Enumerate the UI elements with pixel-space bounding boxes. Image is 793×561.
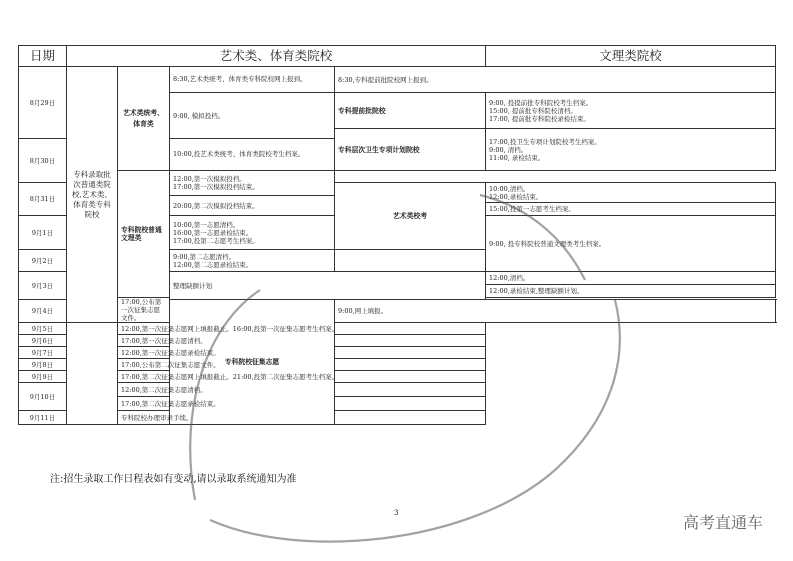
group-arts-sports: 艺术类统考、体育类 [118, 67, 170, 171]
solicit-cell: 17:00,第二次征集志愿录检结束。 [118, 397, 486, 411]
group-sci-health: 专科层次卫生专项计划院校 [335, 129, 486, 171]
schedule-cell: 9:00, 投专科院校普通文理类考生档案。 [486, 216, 776, 272]
solicit-cell: 12:00,第一次征集志愿网上填报截止。16:00,投第一次征集志愿考生档案。 [118, 323, 486, 335]
schedule-cell: 15:00,投第一志愿考生档案。 [486, 203, 776, 216]
group-arts-school: 艺术类校考 [335, 183, 486, 250]
date-cell: 9月5日 [19, 323, 67, 335]
date-cell: 9月11日 [19, 411, 67, 425]
solicit-cell: 12:00,第二次征集志愿清档。 [118, 383, 486, 397]
schedule-cell: 8:30,艺术类统考、体育类专科院校网上报到。 [170, 67, 335, 93]
date-cell: 9月1日 [19, 216, 67, 250]
schedule-cell: 12:00,清档。 [486, 272, 776, 285]
header-science: 文理类院校 [486, 46, 776, 67]
category-cell: 专科录取批次普通类院校,艺术类、体育类专科院校 [67, 67, 118, 323]
date-cell: 9月2日 [19, 250, 67, 272]
schedule-table [18, 45, 776, 425]
footnote: 注:招生录取工作日程表如有变动,请以录取系统通知为准 [50, 474, 297, 485]
schedule-cell: 20:00,第二次模拟投档结束。 [170, 196, 335, 216]
schedule-cell: 9:00, 投提前批专科院校考生档案。 15:00, 提前批专科院校清档。 17:00, 提前批专科院校录检结束。 [486, 93, 776, 129]
group-sci-general: 专科院校普通文理类 [118, 171, 170, 298]
date-cell: 8月30日 [19, 139, 67, 183]
schedule-cell: 12:00,录检结束,整理缺额计划。 [486, 285, 776, 298]
solicit-cell: 17:00,公布第二次征集志愿文件。 [118, 359, 486, 371]
group-sci-early: 专科提前批院校 [335, 93, 486, 129]
date-cell: 9月4日 [19, 300, 67, 323]
schedule-cell: 10:00,清档。 12:00,录检结束。 [486, 183, 776, 203]
solicit-cell: 17:00,第二次征集志愿网上填报截止。21:00,投第二次征集志愿考生档案。 [118, 371, 486, 383]
date-cell: 8月31日 [19, 183, 67, 216]
date-cell: 9月10日 [19, 383, 67, 411]
solicit-cell: 12:00,第一次征集志愿录检结束。 [118, 347, 486, 359]
solicit-cell: 9:00,网上填报。 [335, 300, 776, 323]
schedule-cell: 17:00,公布第一次征集志愿文件。 [118, 298, 170, 323]
date-cell: 8月29日 [19, 67, 67, 139]
schedule-cell: 17:00,投卫生专项计划院校考生档案。 9:00, 清档。 11:00, 录检结束。 [486, 129, 776, 171]
brand-label: 高考直通车 [682, 513, 763, 532]
solicit-cell: 专科院校办理审录手续。 [118, 411, 486, 425]
page-number: 3 [394, 509, 399, 517]
schedule-cell: 12:00,第一次模拟投档。 17:00,第一次模拟投档结束。 [170, 171, 335, 196]
date-cell: 9月8日 [19, 359, 67, 371]
schedule-cell: 8:30,专科提前批院校网上报到。 [335, 67, 776, 93]
schedule-cell: 10:00,第一志愿清档。 16:00,第一志愿录检结束。 17:00,投第二志愿考生档案。 [170, 216, 335, 250]
solicit-cell: 17:00,第一次征集志愿清档。 [118, 335, 486, 347]
schedule-cell: 10:00,投艺术类统考、体育类院校考生档案。 [170, 139, 335, 171]
date-cell: 9月9日 [19, 371, 67, 383]
header-arts: 艺术类、体育类院校 [67, 46, 486, 67]
group-solicit: 专科院校征集志愿 [170, 300, 335, 425]
date-cell: 9月6日 [19, 335, 67, 347]
category-continuation [67, 323, 118, 425]
date-cell: 9月7日 [19, 347, 67, 359]
header-date: 日期 [19, 46, 67, 67]
date-cell: 9月3日 [19, 272, 67, 300]
schedule-cell: 9:00, 模拟投档。 [170, 93, 335, 139]
schedule-cell: 9:00,第二志愿清档。 12:00,第二志愿录检结束。 [170, 250, 335, 272]
schedule-cell: 整理缺额计划 [170, 272, 486, 300]
